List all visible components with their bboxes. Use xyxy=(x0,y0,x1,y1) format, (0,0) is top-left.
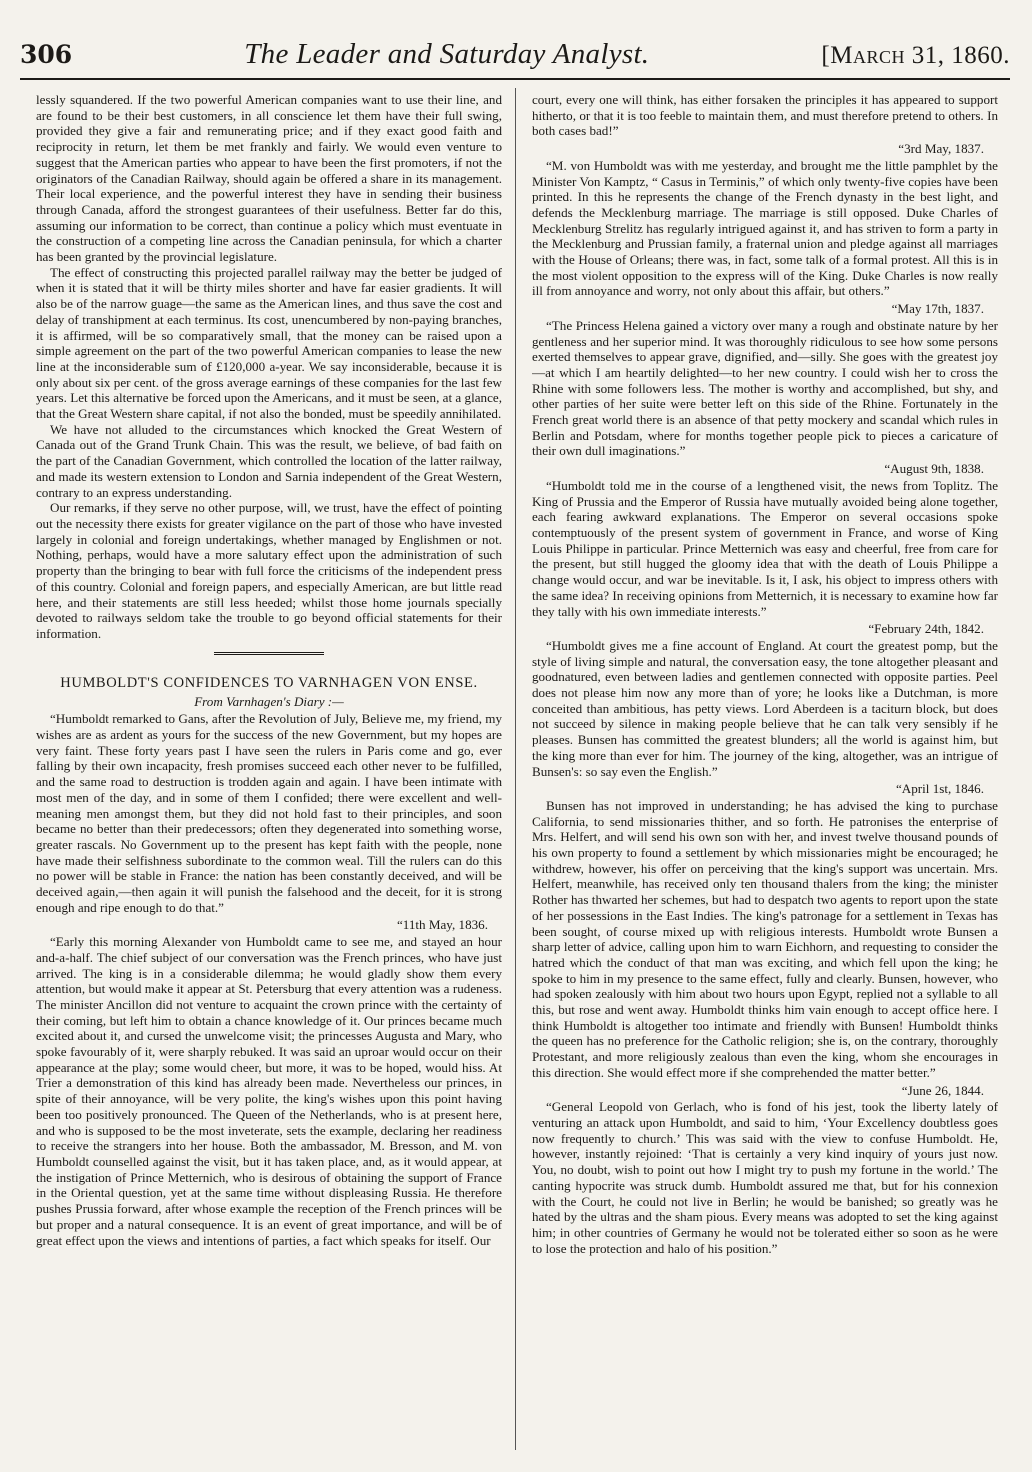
diary-entry: “Humboldt remarked to Gans, after the Revolution of July, Believe me, my friend, my wishes are as ardent as yours for the success of the new Government, but my hopes are very faint. These forty years past I have seen the rulers in Paris come and go, ever falling by their own incapacity, fresh promises succeed each other never to be fulfilled, and the same road to destruction is trodden again and again. I have been intimate with most men of the day, and in some of them I confided; there were excellent and well-meaning men amongst them, but they did not hold fast to their principles, and soon became no better than their predecessors; often they degenerated into something worse, greater rascals. No Government up to the present has kept faith with the people, none have made their selfishness subordinate to the common weal. Till the rulers can do this no power will be stable in France: the nation has been constantly deceived, and will be deceived again,—then again it will punish the falsehood and the deceit, for it is strong enough and ripe enough to do that.” xyxy=(36,711,502,915)
entry-date: “May 17th, 1837. xyxy=(891,301,984,317)
railway-paragraph: lessly squandered. If the two powerful American companies want to use their line, and are found to be their best customers, in all conscience let them have their full swing, provided they give a fair and remunerating price; and if they exact good faith and reciprocity in return, let them be met frankly and fairly. We would even venture to suggest that the American parties who appear to have been the first promoters, if not the originators of the Canadian Railway, should again be offered a share in its management. Their local experience, and the powerful interest they have in sending their business through Canada, afford the strongest guarantees of their usefulness. Better far do this, assuming our information to be correct, than continue a policy which must eventuate in the construction of a competing line across the Canadian peninsula, for which a charter has been granted by the provincial legislature. xyxy=(36,92,502,265)
entry-date: “August 9th, 1838. xyxy=(884,461,984,477)
entry-date: “11th May, 1836. xyxy=(396,917,488,933)
section-separator xyxy=(214,652,324,655)
railway-paragraph: The effect of constructing this projected parallel railway may the better be judged of when it is stated that it will be thirty miles shorter and have far easier gradients. It will also be of the narrow guage—the same as the American lines, and thus save the cost and delay of transhipment at each terminus. Its cost, unencumbered by non-paying branches, it is affirmed, will be so comparatively small, that the money can be raised upon a simple agreement on the part of the two powerful American companies to lease the new line at the inconsiderable sum of £120,000 a-year. We say inconsiderable, because it is only about six per cent. of the gross average earnings of these companies for the last few years. Let this alternative be forced upon the Americans, and it must be seen, at a glance, that the Great Western share capital, if not also the bonded, must be speedily annihilated. xyxy=(36,264,502,422)
diary-entry: “Humboldt gives me a fine account of England. At court the greatest pomp, but the style of living simple and natural, the conversation easy, the tone altogether pleasant and goodnatured, even between ladies and gentlemen connected with opposite parties. Peel does not please him now any more than of yore; he looks like a Dutchman, is more conceited than ambitious, has petty views. Lord Aberdeen is a taciturn block, but does not succeed by silence in making people believe that he can talk very sensibly if he pleases. Bunsen has committed the greatest blunders; all the world is against him, but the king more than ever for him. The journey of the king, altogether, was an intrigue of Bunsen's: so say even the English.” xyxy=(532,637,998,779)
entry-date: “June 26, 1844. xyxy=(901,1082,984,1098)
diary-entry: “Early this morning Alexander von Humboldt came to see me, and stayed an hour and-a-half. The chief subject of our conversation was the French princes, who have just arrived. The king is in a considerable dilemma; he would gladly show them every attention, but would make it appear at St. Petersburg that every attention was a rudeness. The minister Ancillon did not venture to acquaint the crown prince with the certainty of their coming, but left him to obtain a chance knowledge of it. Our princes became much excited about it, and cursed the unwelcome visit; the princesses Augusta and Mary, who spoke favourably of it, were sharply rebuked. It was said an uproar would occur on their appearance at the play; some would cheer, but more, it was to be hoped, would hiss. At Trier a demonstration of this kind has already been made. Nevertheless our princes, in spite of their annoyance, will be very polite, the king's wishes upon this point having been too positively pronounced. The Queen of the Netherlands, who is at present here, and who is supposed to be the most inveterate, sets the example, declaring her readiness to receive the strangers into her house. Both the ambassador, M. Bresson, and M. von Humboldt counselled against the visit, but it has taken place, and, as it would appear, at the instigation of Prince Metternich, who is desirous of obtaining the support of France in the Oriental question, yet at the same time without displeasing Russia. He therefore pushes Prussia forward, after whose example the reception of the French princes will be but proper and a natural consequence. It is an event of great importance, and will be of great effect upon the views and intentions of parties, a fact which speaks for itself. Our xyxy=(36,934,502,1248)
article-source: From Varnhagen's Diary :— xyxy=(194,693,344,709)
diary-entry-continuation: court, every one will think, has either forsaken the principles it has appeared to support hitherto, or that it is too feeble to maintain them, and must therefore pretend to others. In both cases bad!” xyxy=(532,92,998,139)
railway-paragraph: We have not alluded to the circumstances which knocked the Great Western of Canada out of the Grand Trunk Chain. This was the result, we believe, of bad faith on the part of the Canadian Government, which controlled the location of the latter railway, and made its western extension to London and Sarnia independent of the Great Western, contrary to an express understanding. xyxy=(36,421,502,500)
page-number: 306 xyxy=(20,40,73,69)
railway-paragraph: Our remarks, if they serve no other purpose, will, we trust, have the effect of pointing out the necessity there exists for greater vigilance on the part of those who have invested largely in colonial and foreign undertakings, whether managed by Englishmen or not. Nothing, perhaps, would have a more salutary effect upon the administration of such property than the bringing to bear with full force the criticisms of the independent press of this country. Colonial and foreign papers, and especially American, are but little read here, and their statements are still less heeded; whilst those home journals specially devoted to railways seldom take the trouble to go beyond official statements for their information. xyxy=(36,500,502,641)
diary-entry: Bunsen has not improved in understanding; he has advised the king to purchase California, to send missionaries thither, and so forth. He patronises the enterprise of Mrs. Helfert, and will send his own son with her, and invest twelve thousand pounds of his own property to found a settlement by which missionaries might be encouraged; he withdrew, however, his offer on perceiving that the king's support was uncertain. Mrs. Helfert, meanwhile, has received only ten thousand thalers from the king; the minister Rother has thwarted her schemes, but had to despatch two agents to report upon the state of her possessions in the East Indies. The king's patronage for a settlement in Texas has been sought, of course mixed up with religious interests. Humboldt wrote Bunsen a sharp letter of advice, calling upon him to warn Eichhorn, and requesting to consider the hatred which the conduct of that man was exciting, and which fell upon the king; he spoke to him in my presence to the same effect, fully and clearly. Bunsen, however, who had spoken zealously with him about two hours upon Egypt, replied not a syllable to all this, but rose and went away. Humboldt thinks him vain enough to accept office here. I think Humboldt is altogether too intimate and friendly with Bunsen! Humboldt thinks the queen has no preference for the Catholic religion; she is, on the contrary, thoroughly Protestant, and more religiously zealous than even the king, whom she encourages in this direction. She would effect more if she comprehended the matter better.” xyxy=(532,797,998,1080)
left-column xyxy=(36,92,502,1450)
right-column xyxy=(532,92,998,1450)
entry-date: “February 24th, 1842. xyxy=(868,621,984,637)
diary-entry: “The Princess Helena gained a victory over many a rough and obstinate nature by her gentleness and her superior mind. It was thoroughly ridiculous to see how some persons exerted themselves to appear grave, dignified, and—silly. She goes with the greatest joy—at which I am heartily delighted—to her new country. I could wish her to cross the Rhine with some followers less. The mother is worthy and accomplished, but shy, and other parties of her suite were better left on this side of the Rhine. Fortunately in the French great world there is an absence of that petty mockery and scandal which rules in Berlin and Potsdam, where for months together people pick to pieces a caricature of their own dull imaginations.” xyxy=(532,317,998,459)
article-title: HUMBOLDT'S CONFIDENCES TO VARNHAGEN VON ENSE. xyxy=(60,674,478,691)
masthead-title: The Leader and Saturday Analyst. xyxy=(244,38,650,70)
diary-entry: “Humboldt told me in the course of a lengthened visit, the news from Toplitz. The King of Prussia and the Emperor of Russia have mutually avoided being alone together, each fearing awkward explanations. The Emperor on several occasions spoke contemptuously of the present system of government in France, and worse of King Louis Philippe in particular. Prince Metternich was easy and cheerful, free from care for the present, but still hugged the gloomy idea that with the death of Louis Philippe a change would occur, and war be inevitable. Is it, I ask, his object to impress others with the same idea? In receiving opinions from Metternich, it is necessary to examine how far they tally with his own immediate interests.” xyxy=(532,477,998,619)
entry-date: “3rd May, 1837. xyxy=(898,141,984,157)
diary-entry: “M. von Humboldt was with me yesterday, and brought me the little pamphlet by the Minister Von Kamptz, “ Casus in Terminis,” of which only twenty-five copies have been printed. In this he represents the change of the French dynasty in the best light, and defends the Mecklenburg marriage. The marriage is still opposed. Duke Charles of Mecklenburg Strelitz has regularly intrigued against it, and has striven to form a party in the Mecklenburg and Prussian family, a fraternal union and pledge against all marriages with the House of Orleans; there was, in fact, some talk of a formal protest. All this is in the most violent opposition to the express will of the King. Duke Charles is now really ill from annoyance and worry, not only about this affair, but others.” xyxy=(532,157,998,299)
page-header xyxy=(20,38,1010,80)
diary-entry: “General Leopold von Gerlach, who is fond of his jest, took the liberty lately of venturing an attack upon Humboldt, and said to him, ‘Your Excellency doubtless goes now frequently to church.’ This was said with the view to confuse Humboldt. He, however, instantly rejoined: ‘That is certainly a very kind inquiry of yours just now. You, no doubt, wish to point out how I might try to push my fortune in the world.’ The canting hypocrite was struck dumb. Humboldt assured me that, but for his connexion with the Court, he could not live in Berlin; he would be banished; so greatly was he hated by the ultras and the sham pious. Every means was adopted to set the king against him; in other countries of Germany he would not be tolerated either so soon as he were to lose the protection and halo of his position.” xyxy=(532,1099,998,1256)
entry-date: “April 1st, 1846. xyxy=(895,781,984,797)
issue-date: [March 31, 1860. xyxy=(821,42,1010,69)
column-divider xyxy=(515,88,516,1450)
